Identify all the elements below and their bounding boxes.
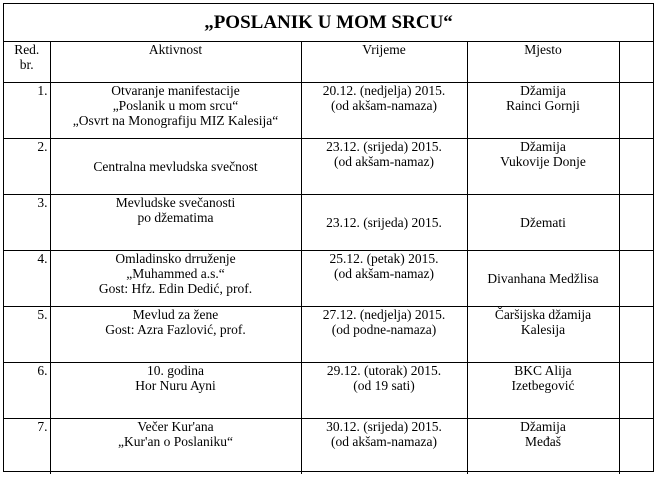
row-blank xyxy=(619,138,653,194)
row-place xyxy=(467,362,619,418)
table-row xyxy=(4,194,653,250)
activity-line: Centralna mevludska svečnost xyxy=(93,158,258,174)
time-line: (od podne-namaza) xyxy=(331,321,437,337)
header-num-line: Red. xyxy=(14,42,40,57)
activity-line: „Osvrt na Monografiju MIZ Kalesija“ xyxy=(72,112,279,128)
activity-line: Otvaranje manifestacije xyxy=(111,82,240,98)
activity-line: „Muhammed a.s.“ xyxy=(126,265,225,281)
time-line: 20.12. (nedjelja) 2015. xyxy=(322,82,446,98)
place-line: Džamija xyxy=(520,82,566,98)
row-activity xyxy=(50,306,301,362)
activity-line: „Poslanik u mom srcu“ xyxy=(112,97,239,113)
activity-line: Gost: Hfz. Edin Dedić, prof. xyxy=(98,280,253,296)
row-activity xyxy=(50,418,301,474)
row-time xyxy=(301,362,467,418)
row-activity xyxy=(50,250,301,306)
row-time xyxy=(301,306,467,362)
activity-line: „Kur'an o Poslaniku“ xyxy=(118,433,233,449)
row-time xyxy=(301,250,467,306)
time-line: (od akšam-namaz) xyxy=(333,153,435,169)
table-row xyxy=(4,362,653,418)
row-activity xyxy=(50,194,301,250)
row-number: 3. xyxy=(4,194,50,250)
row-place xyxy=(467,418,619,474)
place-line: Kalesija xyxy=(520,321,566,337)
row-place xyxy=(467,82,619,138)
row-time xyxy=(301,138,467,194)
table-row xyxy=(4,418,653,474)
header-num xyxy=(4,42,50,82)
place-line: Džemati xyxy=(520,214,566,230)
time-line: 23.12. (srijeda) 2015. xyxy=(326,138,442,154)
time-line: 29.12. (utorak) 2015. xyxy=(326,362,442,378)
row-blank xyxy=(619,82,653,138)
place-line: Džamija xyxy=(520,418,566,434)
row-activity xyxy=(50,362,301,418)
activity-line: Omladinsko drruženje xyxy=(115,250,236,266)
row-activity xyxy=(50,138,301,194)
time-line: (od akšam-namaza) xyxy=(330,97,438,113)
activity-line: Mevlud za žene xyxy=(132,306,219,322)
place-line: Čaršijska džamija xyxy=(494,306,592,322)
time-line: (od akšam-namaz) xyxy=(333,265,435,281)
place-line: Izetbegović xyxy=(511,377,575,393)
time-line: 30.12. (srijeda) 2015. xyxy=(326,418,442,434)
row-number: 5. xyxy=(4,306,50,362)
program-table-frame xyxy=(3,3,654,472)
header-activity: Aktivnost xyxy=(50,42,301,82)
row-blank xyxy=(619,250,653,306)
program-title: „POSLANIK U MOM SRCU“ xyxy=(4,4,653,42)
row-blank xyxy=(619,418,653,474)
time-line: 27.12. (nedjelja) 2015. xyxy=(322,306,446,322)
time-line: (od akšam-namaza) xyxy=(330,433,438,449)
row-blank xyxy=(619,194,653,250)
header-blank xyxy=(619,42,653,82)
row-number: 6. xyxy=(4,362,50,418)
table-row xyxy=(4,250,653,306)
time-line: 23.12. (srijeda) 2015. xyxy=(326,214,442,230)
time-line: 25.12. (petak) 2015. xyxy=(329,250,439,266)
header-num-line: br. xyxy=(19,57,34,72)
row-time xyxy=(301,194,467,250)
row-time xyxy=(301,82,467,138)
activity-line: Gost: Azra Fazlović, prof. xyxy=(105,321,246,337)
row-blank xyxy=(619,362,653,418)
activity-line: Večer Kur'ana xyxy=(137,418,214,434)
row-number: 1. xyxy=(4,82,50,138)
row-number: 2. xyxy=(4,138,50,194)
header-time: Vrijeme xyxy=(301,42,467,82)
row-activity xyxy=(50,82,301,138)
place-line: Džamija xyxy=(520,138,566,154)
place-line: Divanhana Medžlisa xyxy=(487,270,599,286)
time-line: (od 19 sati) xyxy=(353,377,415,393)
activity-line: Mevludske svečanosti xyxy=(115,194,236,210)
row-number: 4. xyxy=(4,250,50,306)
header-row xyxy=(4,42,653,82)
row-blank xyxy=(619,306,653,362)
activity-line: po džematima xyxy=(137,209,214,225)
table-row xyxy=(4,138,653,194)
program-table xyxy=(4,42,653,474)
row-place xyxy=(467,306,619,362)
row-time xyxy=(301,418,467,474)
row-place xyxy=(467,194,619,250)
row-place xyxy=(467,250,619,306)
table-row xyxy=(4,82,653,138)
place-line: Međaš xyxy=(525,433,561,449)
activity-line: Hor Nuru Ayni xyxy=(135,377,216,393)
row-place xyxy=(467,138,619,194)
place-line: BKC Alija xyxy=(514,362,572,378)
table-row xyxy=(4,306,653,362)
place-line: Rainci Gornji xyxy=(506,97,580,113)
activity-line: 10. godina xyxy=(147,362,204,378)
place-line: Vukovije Donje xyxy=(500,153,586,169)
row-number: 7. xyxy=(4,418,50,474)
header-place: Mjesto xyxy=(467,42,619,82)
